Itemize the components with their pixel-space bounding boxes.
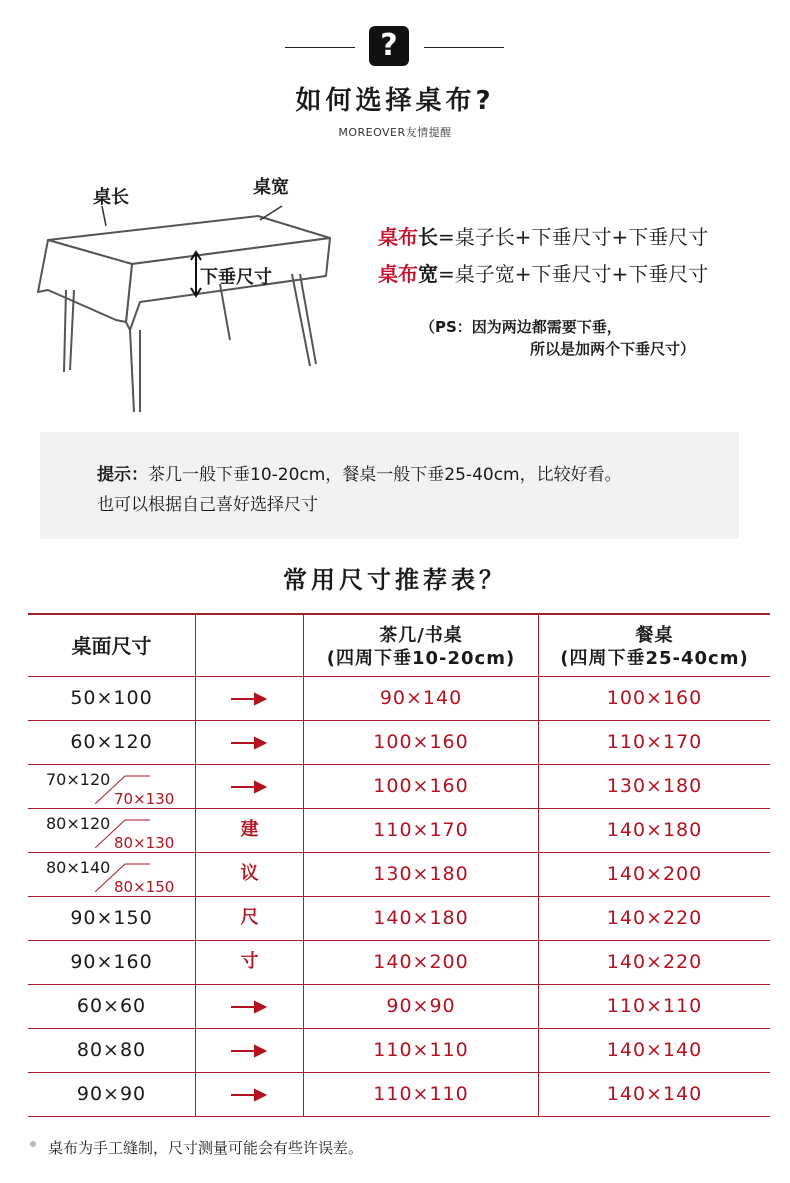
header-coffee-table: 茶几/书桌 <box>379 625 463 646</box>
table-row-divider <box>28 984 770 985</box>
table-row-divider <box>28 1028 770 1029</box>
table-row-divider <box>28 1072 770 1073</box>
ps-note-line1: （PS：因为两边都需要下垂， <box>420 318 622 336</box>
cell-coffee-size: 90×90 <box>386 995 456 1017</box>
arrow-right-icon <box>231 736 271 750</box>
cell-dining-size: 140×220 <box>606 951 703 973</box>
cell-coffee-size: 110×170 <box>373 819 469 841</box>
table-row-divider <box>28 852 770 853</box>
cell-table-size-b: 70×130 <box>114 790 175 808</box>
cell-coffee-size: 130×180 <box>373 863 469 885</box>
cell-recommend-char: 建 <box>240 819 259 840</box>
arrow-right-icon <box>231 1000 271 1014</box>
header-dining-table: 餐桌 <box>635 625 674 646</box>
cell-table-size: 80×80 <box>76 1039 147 1061</box>
cell-table-size-b: 80×130 <box>114 834 175 852</box>
label-drop-size: 下垂尺寸 <box>200 267 272 288</box>
cell-coffee-size: 140×200 <box>373 951 469 973</box>
cell-table-size: 60×60 <box>76 995 147 1017</box>
table-row-divider <box>28 614 770 615</box>
table-row-divider <box>28 808 770 809</box>
header-rule-right <box>424 47 504 48</box>
cell-coffee-size: 110×110 <box>373 1083 469 1105</box>
label-table-length: 桌长 <box>93 187 129 208</box>
cell-dining-size: 140×140 <box>606 1083 703 1105</box>
cell-dining-size: 140×220 <box>606 907 703 929</box>
footnote: 桌布为手工缝制，尺寸测量可能会有些许误差。 <box>48 1139 364 1157</box>
cell-table-size-a: 70×120 <box>46 770 111 789</box>
arrow-right-icon <box>231 780 271 794</box>
header-table-size: 桌面尺寸 <box>71 634 152 658</box>
tip-line1: 提示：茶几一般下垂10-20cm，餐桌一般下垂25-40cm，比较好看。 <box>97 465 622 485</box>
ps-note-line2: 所以是加两个下垂尺寸） <box>530 340 696 358</box>
header-dining-drop: (四周下垂25-40cm) <box>560 648 749 669</box>
cell-table-size: 90×90 <box>76 1083 147 1105</box>
cell-dining-size: 110×110 <box>606 995 703 1017</box>
cell-table-size-b: 80×150 <box>114 878 175 896</box>
page-subtitle: MOREOVER友情提醒 <box>338 126 452 139</box>
cell-diagonal-divider <box>95 818 155 848</box>
cell-recommend-char: 尺 <box>240 907 259 928</box>
cell-table-size-a: 80×140 <box>46 858 111 877</box>
tip-box <box>40 432 739 539</box>
cell-dining-size: 140×140 <box>606 1039 703 1061</box>
cell-coffee-size: 110×110 <box>373 1039 469 1061</box>
cell-dining-size: 100×160 <box>606 687 703 709</box>
arrow-right-icon <box>231 1088 271 1102</box>
bullet-dot <box>30 1141 36 1147</box>
cell-dining-size: 140×180 <box>606 819 703 841</box>
table-row-divider <box>28 1116 770 1117</box>
table-row-divider <box>28 940 770 941</box>
table-row-divider <box>28 896 770 897</box>
page-title: 如何选择桌布? <box>295 86 495 116</box>
table-row-divider <box>28 720 770 721</box>
table-row-divider <box>28 764 770 765</box>
table-row-divider <box>28 676 770 677</box>
header-rule-left <box>285 47 355 48</box>
cell-table-size: 90×150 <box>70 907 153 929</box>
cell-recommend-char: 议 <box>240 863 259 884</box>
cell-table-size: 50×100 <box>70 687 153 709</box>
cell-diagonal-divider <box>95 862 155 892</box>
cell-dining-size: 130×180 <box>606 775 703 797</box>
formula-width: 桌布宽=桌子宽+下垂尺寸+下垂尺寸 <box>378 262 709 286</box>
tablecloth-diagram-illustration <box>30 170 360 420</box>
cell-diagonal-divider <box>95 774 155 804</box>
arrow-right-icon <box>231 692 271 706</box>
table-title: 常用尺寸推荐表？ <box>283 566 507 594</box>
cell-coffee-size: 140×180 <box>373 907 469 929</box>
formula-length: 桌布长=桌子长+下垂尺寸+下垂尺寸 <box>378 225 709 249</box>
tip-line2: 也可以根据自己喜好选择尺寸 <box>97 495 318 515</box>
cell-recommend-char: 寸 <box>240 951 259 972</box>
cell-table-size-a: 80×120 <box>46 814 111 833</box>
arrow-right-icon <box>231 1044 271 1058</box>
cell-coffee-size: 90×140 <box>379 687 463 709</box>
cell-dining-size: 140×200 <box>606 863 703 885</box>
cell-coffee-size: 100×160 <box>373 775 469 797</box>
cell-dining-size: 110×170 <box>606 731 703 753</box>
cell-table-size: 60×120 <box>70 731 153 753</box>
question-mark-icon: ? <box>369 26 409 66</box>
cell-coffee-size: 100×160 <box>373 731 469 753</box>
header-coffee-drop: (四周下垂10-20cm) <box>326 648 516 669</box>
label-table-width: 桌宽 <box>253 177 289 198</box>
cell-table-size: 90×160 <box>70 951 153 973</box>
